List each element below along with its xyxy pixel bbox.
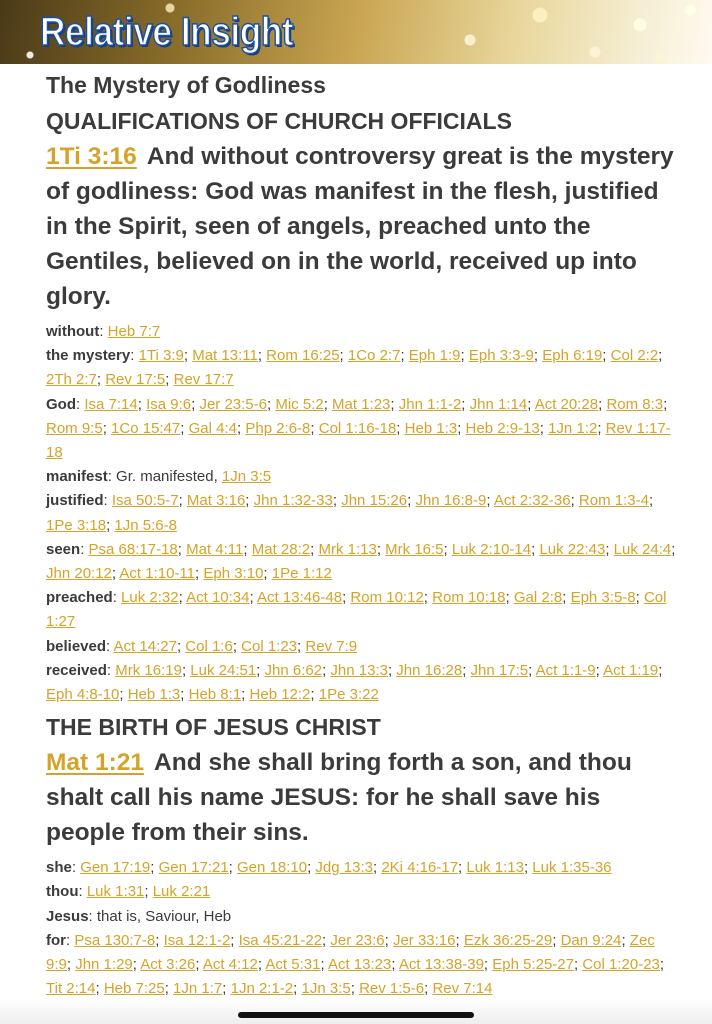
cross-reference-link[interactable]: Mrk 16:19	[115, 661, 182, 679]
cross-reference-link[interactable]: Col 1:6	[185, 637, 233, 655]
cross-reference-link[interactable]: Isa 9:6	[146, 395, 192, 413]
cross-reference-link[interactable]: Mat 4:11	[186, 540, 244, 558]
cross-reference-link[interactable]: 1Ti 3:9	[138, 347, 184, 365]
cross-reference-link[interactable]: Heb 7:7	[107, 323, 161, 340]
note-keyword: Jesus	[46, 907, 89, 925]
note-keyword: received	[46, 661, 107, 679]
cross-reference-link[interactable]: Act 14:27	[113, 637, 177, 655]
page-title: The Mystery of Godliness	[46, 72, 326, 98]
cross-reference-link[interactable]: Act 3:26	[140, 956, 196, 974]
cross-reference-link[interactable]: Eph 3:3-9	[468, 347, 534, 365]
cross-reference-link[interactable]: Luk 22:43	[539, 540, 606, 558]
cross-reference-link[interactable]: Mic 5:2	[275, 395, 324, 413]
cross-reference-link[interactable]: Gen 17:21	[158, 859, 229, 877]
cross-reference-link[interactable]: 1Jn 5:6-8	[114, 516, 177, 534]
cross-reference-link[interactable]: Act 1:19	[603, 661, 659, 679]
cross-reference-link[interactable]: Col 1:23	[241, 637, 298, 655]
cross-reference-link[interactable]: Mat 28:2	[251, 540, 311, 558]
cross-reference-link[interactable]: 1Co 2:7	[347, 347, 401, 365]
cross-reference-link[interactable]: Col 1:16-18	[318, 419, 397, 437]
cross-reference-link[interactable]: Jhn 1:14	[469, 395, 528, 413]
cross-reference-link[interactable]: Luk 2:21	[152, 883, 211, 901]
cross-reference-link[interactable]: Act 1:10-11	[119, 565, 196, 583]
cross-reference-link[interactable]: Gal 2:8	[513, 589, 563, 607]
cross-reference-link[interactable]: Mrk 16:5	[385, 540, 444, 558]
cross-reference-link[interactable]: Gen 17:19	[80, 859, 151, 877]
cross-reference-link[interactable]: Act 5:31	[265, 956, 321, 974]
note-keyword: seen	[46, 540, 81, 558]
verse-reference-link[interactable]: 1Ti 3:16	[46, 143, 137, 170]
cross-reference-link[interactable]: Luk 2:32	[121, 589, 179, 607]
cross-reference-link[interactable]: Col 1:27	[46, 589, 667, 631]
app-logo: Relative Insight	[40, 10, 294, 54]
cross-reference-link[interactable]: Psa 68:17-18	[88, 540, 178, 558]
note-keyword: God	[46, 395, 76, 413]
cross-reference-link[interactable]: Jhn 1:32-33	[253, 492, 333, 510]
cross-reference-link[interactable]: Rom 9:5	[46, 419, 103, 437]
cross-reference-link[interactable]: Eph 3:10	[203, 565, 264, 583]
cross-reference-link[interactable]: 1Jn 2:1-2	[230, 980, 294, 998]
note-keyword: without	[46, 323, 100, 340]
cross-reference-link[interactable]: Act 13:23	[327, 956, 392, 974]
cross-reference-link[interactable]: Luk 24:51	[190, 661, 257, 679]
cross-reference-note: seen: Psa 68:17-18; Mat 4:11; Mat 28:2; Mrk 1:13; Mrk 16:5; Luk 2:10-14; Luk 22:43; Luk 24:4; Jhn 20:12; Act 1:10-11; Eph 3:10; 1Pe 1:12	[46, 540, 676, 583]
verse-block	[46, 745, 676, 850]
cross-reference-link[interactable]: Jhn 13:3	[330, 661, 388, 679]
cross-reference-note: manifest: Gr. manifested, 1Jn 3:5	[46, 468, 272, 486]
cross-reference-link[interactable]: Luk 1:35-36	[532, 859, 612, 877]
note-text: that is, Saviour, Heb	[96, 907, 232, 925]
cross-reference-link[interactable]: Col 2:2	[610, 347, 659, 365]
cross-reference-note: justified: Isa 50:5-7; Mat 3:16; Jhn 1:32-33; Jhn 15:26; Jhn 16:8-9; Act 2:32-36; Rom 1:3-4; 1Pe 3:18; 1Jn 5:6-8	[46, 492, 654, 534]
cross-reference-notes	[46, 320, 676, 707]
note-keyword: preached	[46, 589, 113, 607]
cross-reference-link[interactable]: Dan 9:24	[560, 931, 622, 949]
cross-reference-link[interactable]: Gen 18:10	[237, 859, 308, 877]
cross-reference-link[interactable]: Act 10:34	[186, 589, 250, 607]
cross-reference-link[interactable]: Jer 23:6	[330, 931, 385, 949]
cross-reference-link[interactable]: 1Jn 1:7	[173, 980, 223, 998]
cross-reference-link[interactable]: Jhn 16:8-9	[415, 492, 487, 510]
cross-reference-note: for: Psa 130:7-8; Isa 12:1-2; Isa 45:21-22; Jer 23:6; Jer 33:16; Ezk 36:25-29; Dan 9:24; Zec 9:9; Jhn 1:29; Act 3:26; Act 4:12; Act 5:31; Act 13:23; Act 13:38-39; Eph 5:25-27; Col 1:20-23; Tit 2:14; Heb 7:25; 1Jn 1:7; 1Jn 2:1-2; 1Jn 3:5; Rev 1:5-6; Rev 7:14	[46, 931, 665, 998]
cross-reference-link[interactable]: Luk 1:31	[86, 883, 145, 901]
cross-reference-note: Jesus: that is, Saviour, Heb	[46, 907, 232, 925]
cross-reference-link[interactable]: Zec 9:9	[46, 931, 655, 974]
cross-reference-link[interactable]: 2Ki 4:16-17	[381, 859, 459, 877]
cross-reference-link[interactable]: Isa 7:14	[84, 395, 138, 413]
cross-reference-link[interactable]: Luk 2:10-14	[451, 540, 532, 558]
cross-reference-note: thou: Luk 1:31; Luk 2:21	[46, 883, 211, 901]
cross-reference-note: believed: Act 14:27; Col 1:6; Col 1:23; Rev 7:9	[46, 637, 358, 655]
note-keyword: believed	[46, 637, 107, 655]
cross-reference-link[interactable]: Jhn 17:5	[470, 661, 529, 679]
cross-reference-link[interactable]: Rev 17:7	[173, 371, 234, 389]
cross-reference-link[interactable]: Heb 1:3	[404, 419, 458, 437]
home-indicator[interactable]	[238, 1012, 474, 1018]
cross-reference-link[interactable]: Rom 8:3	[606, 395, 664, 413]
cross-reference-link[interactable]: 1Pe 1:12	[271, 565, 332, 583]
cross-reference-link[interactable]: Jhn 16:28	[396, 661, 463, 679]
cross-reference-link[interactable]: Luk 1:13	[466, 859, 524, 877]
cross-reference-note: the mystery: 1Ti 3:9; Mat 13:11; Rom 16:25; 1Co 2:7; Eph 1:9; Eph 3:3-9; Eph 6:19; Col 2:2; 2Th 2:7; Rev 17:5; Rev 17:7	[46, 347, 663, 389]
reading-pane[interactable]	[46, 64, 676, 1003]
cross-reference-link[interactable]: Heb 7:25	[103, 980, 165, 998]
cross-reference-link[interactable]: Heb 2:9-13	[465, 419, 540, 437]
cross-reference-link[interactable]: 1Jn 3:5	[301, 980, 351, 998]
cross-reference-link[interactable]: Jhn 20:12	[46, 565, 112, 583]
cross-reference-note: God: Isa 7:14; Isa 9:6; Jer 23:5-6; Mic 5:2; Mat 1:23; Jhn 1:1-2; Jhn 1:14; Act 20:28; Rom 8:3; Rom 9:5; 1Co 15:47; Gal 4:4; Php 2:6-8; Col 1:16-18; Heb 1:3; Heb 2:9-13; 1Jn 1:2; Rev 1:17-18	[46, 395, 671, 462]
cross-reference-link[interactable]: Jdg 13:3	[315, 859, 373, 877]
cross-reference-link[interactable]: Eph 1:9	[408, 347, 461, 365]
cross-reference-link[interactable]: 1Pe 3:18	[46, 516, 107, 534]
cross-reference-link[interactable]: Isa 45:21-22	[238, 931, 323, 949]
cross-reference-link[interactable]: Mat 1:23	[332, 395, 391, 413]
cross-reference-link[interactable]: Heb 8:1	[188, 686, 242, 704]
cross-reference-link[interactable]: 1Co 15:47	[111, 419, 181, 437]
cross-reference-link[interactable]: Heb 12:2	[249, 686, 311, 704]
cross-reference-link[interactable]: Act 13:46-48	[257, 589, 343, 607]
cross-reference-link[interactable]: Rev 1:5-6	[359, 980, 425, 998]
cross-reference-link[interactable]: Rev 1:17-18	[46, 419, 671, 462]
cross-reference-link[interactable]: Tit 2:14	[46, 980, 96, 998]
cross-reference-link[interactable]: Jer 23:5-6	[199, 395, 267, 413]
cross-reference-note: preached: Luk 2:32; Act 10:34; Act 13:46-48; Rom 10:12; Rom 10:18; Gal 2:8; Eph 3:5-8; Col 1:27	[46, 589, 667, 631]
cross-reference-link[interactable]: Act 1:1-9	[535, 661, 596, 679]
cross-reference-link[interactable]: Php 2:6-8	[245, 419, 311, 437]
verse-text: And she shall bring forth a son, and thou shalt call his name JESUS: for he shall save his people from their sins.	[46, 749, 632, 847]
cross-reference-link[interactable]: Luk 24:4	[613, 540, 672, 558]
cross-reference-link[interactable]: Jhn 1:1-2	[398, 395, 462, 413]
verse-reference-link[interactable]: Mat 1:21	[46, 749, 145, 777]
cross-reference-link[interactable]: Rev 7:14	[432, 980, 493, 998]
cross-reference-link[interactable]: 2Th 2:7	[46, 371, 97, 389]
cross-reference-link[interactable]: Rev 7:9	[305, 637, 358, 655]
cross-reference-link[interactable]: Rom 16:25	[266, 347, 340, 365]
cross-reference-link[interactable]: Act 13:38-39	[398, 956, 484, 974]
note-keyword: the mystery	[46, 347, 131, 365]
cross-reference-link[interactable]: Eph 5:25-27	[492, 956, 574, 974]
note-keyword: justified	[46, 492, 104, 510]
note-text: Gr. manifested,	[116, 468, 218, 486]
cross-reference-link[interactable]: Eph 4:8-10	[46, 686, 120, 704]
note-keyword: for	[46, 931, 66, 949]
cross-reference-link[interactable]: Isa 50:5-7	[111, 492, 179, 510]
cross-reference-link[interactable]: Jer 33:16	[392, 931, 456, 949]
cross-reference-link[interactable]: Jhn 6:62	[264, 661, 323, 679]
header-banner	[0, 0, 712, 64]
cross-reference-link[interactable]: Act 2:32-36	[493, 492, 571, 510]
cross-reference-link[interactable]: Jhn 1:29	[75, 956, 133, 974]
cross-reference-link[interactable]: Rom 1:3-4	[578, 492, 649, 510]
cross-reference-link[interactable]: Psa 130:7-8	[74, 931, 156, 949]
note-keyword: thou	[46, 883, 79, 901]
cross-reference-link[interactable]: Act 20:28	[534, 395, 599, 413]
section-heading: THE BIRTH OF JESUS CHRIST	[46, 714, 381, 741]
note-keyword: manifest	[46, 468, 108, 486]
cross-reference-link[interactable]: Act 4:12	[202, 956, 258, 974]
cross-reference-link[interactable]: Eph 3:5-8	[570, 589, 636, 607]
cross-reference-link[interactable]: Rev 17:5	[105, 371, 166, 389]
cross-reference-note: without: Heb 7:7	[46, 323, 161, 340]
cross-reference-link[interactable]: Isa 12:1-2	[163, 931, 231, 949]
cross-reference-link[interactable]: Rom 10:12	[350, 589, 424, 607]
cross-reference-link[interactable]: Jhn 15:26	[341, 492, 408, 510]
section-heading: QUALIFICATIONS OF CHURCH OFFICIALS	[46, 108, 512, 134]
verse-block	[46, 139, 676, 314]
cross-reference-link[interactable]: Eph 6:19	[542, 347, 603, 365]
cross-reference-link[interactable]: 1Jn 3:5	[221, 468, 272, 486]
cross-reference-link[interactable]: Ezk 36:25-29	[463, 931, 553, 949]
cross-reference-link[interactable]: Mrk 1:13	[318, 540, 377, 558]
verse-text: And without controversy great is the mystery of godliness: God was manifest in the flesh, justified in the Spirit, seen of angels, preached unto the Gentiles, believed on in the world, received up into glory.	[46, 143, 674, 310]
cross-reference-note: received: Mrk 16:19; Luk 24:51; Jhn 6:62; Jhn 13:3; Jhn 16:28; Jhn 17:5; Act 1:1-9; Act 1:19; Eph 4:8-10; Heb 1:3; Heb 8:1; Heb 12:2; 1Pe 3:22	[46, 661, 663, 704]
cross-reference-link[interactable]: Col 1:20-23	[582, 956, 660, 974]
cross-reference-link[interactable]: Gal 4:4	[188, 419, 237, 437]
cross-reference-note: she: Gen 17:19; Gen 17:21; Gen 18:10; Jdg 13:3; 2Ki 4:16-17; Luk 1:13; Luk 1:35-36	[46, 859, 612, 877]
cross-reference-link[interactable]: Mat 3:16	[186, 492, 246, 510]
cross-reference-link[interactable]: Rom 10:18	[432, 589, 506, 607]
cross-reference-link[interactable]: 1Jn 1:2	[548, 419, 598, 437]
note-keyword: she	[46, 859, 72, 877]
cross-reference-link[interactable]: Mat 13:11	[192, 347, 258, 365]
cross-reference-notes	[46, 856, 676, 1001]
cross-reference-link[interactable]: 1Pe 3:22	[318, 686, 379, 704]
cross-reference-link[interactable]: Heb 1:3	[127, 686, 181, 704]
